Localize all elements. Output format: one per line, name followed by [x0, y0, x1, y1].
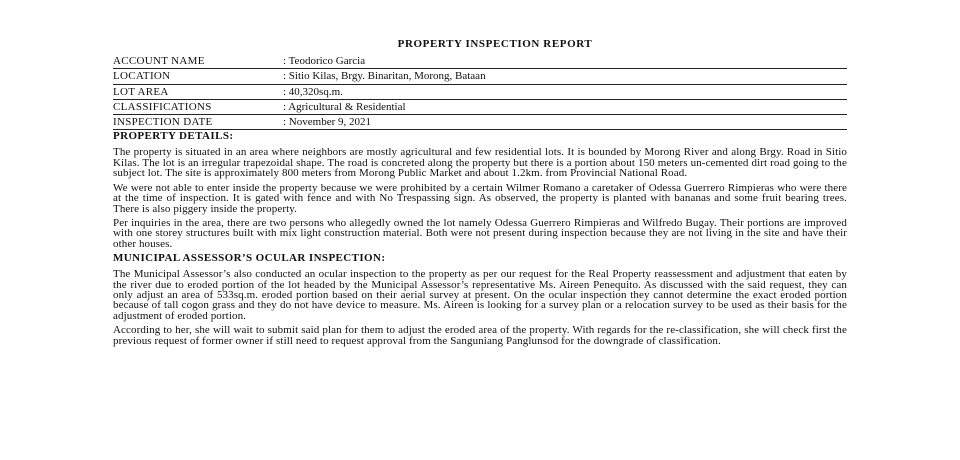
field-value: : Sitio Kilas, Brgy. Binaritan, Morong, Bataan — [283, 70, 486, 83]
field-value: : Agricultural & Residential — [283, 100, 406, 113]
paragraph: The Municipal Assessor’s also conducted an ocular inspection to the property as per our request for the Real Property reassessment and adjustment that eaten by the river due to eroded portion of the lot headed by the Municipal Assessor’s representative Ms. Aireen Penequito. As discussed with the said request, they can only adjust an area of 533sq.m. eroded portion based on their aerial survey at present. On the ocular inspection they cannot determine the exact eroded portion because of tall cogon grass and they do not have device to measure. Ms. Aireen is looking for a survey plan or a relocation survey to be used as their basis for the adjustment of eroded portion. — [113, 268, 847, 322]
paragraph: The property is situated in an area where neighbors are mostly agricultural and few residential lots. It is bounded by Morong River and along Brgy. Road in Sitio Kilas. The lot is an irregular trapezoidal shape. The road is concreted along the property but there is a portion about 150 meters un-cemented dirt road going to the subject lot. The site is approximately 800 meters from Morong Public Market and about 1.2km. from Provincial National Road. — [113, 146, 847, 180]
paragraph: We were not able to enter inside the property because we were prohibited by a certain Wilmer Romano a caretaker of Odessa Guerrero Rimpieras who were there at the time of inspection. It is gated with fence and with No Trespassing sign. As observed, the property is planted with bananas and some fruit bearing trees. There is also piggery inside the property. — [113, 181, 847, 215]
info-row-location — [113, 69, 847, 84]
field-label: LOT AREA — [113, 85, 169, 98]
field-label: INSPECTION DATE — [113, 116, 213, 129]
paragraph: Per inquiries in the area, there are two persons who allegedly owned the lot namely Odessa Guerrero Rimpieras and Wilfredo Bugay. Their portions are improved with one storey structures built with mix light construction material. Both were not present during inspection because they are not living in the site and have their other houses. — [113, 216, 847, 250]
paragraph: According to her, she will wait to submit said plan for them to adjust the eroded area of the property. With regards for the re-classification, she will check first the previous request of former owner if still need to request approval from the Sanguniang Panglunsod for the downgrade of classification. — [113, 324, 847, 347]
info-table — [113, 54, 847, 130]
section-heading-property-details: PROPERTY DETAILS: — [113, 130, 234, 143]
field-value: : Teodorico Garcia — [283, 55, 366, 67]
report-title: PROPERTY INSPECTION REPORT — [397, 38, 593, 50]
info-row-account-name — [113, 54, 847, 69]
field-value: : November 9, 2021 — [283, 116, 371, 129]
field-value: : 40,320sq.m. — [283, 85, 343, 98]
field-label: CLASSIFICATIONS — [113, 100, 212, 113]
field-label: ACCOUNT NAME — [113, 55, 205, 67]
info-row-classifications — [113, 100, 847, 115]
field-label: LOCATION — [113, 70, 171, 83]
section-heading-ocular-inspection: MUNICIPAL ASSESSOR’S OCULAR INSPECTION: — [113, 252, 386, 265]
info-row-inspection-date — [113, 115, 847, 130]
info-row-lot-area — [113, 85, 847, 100]
inspection-report — [113, 38, 847, 349]
